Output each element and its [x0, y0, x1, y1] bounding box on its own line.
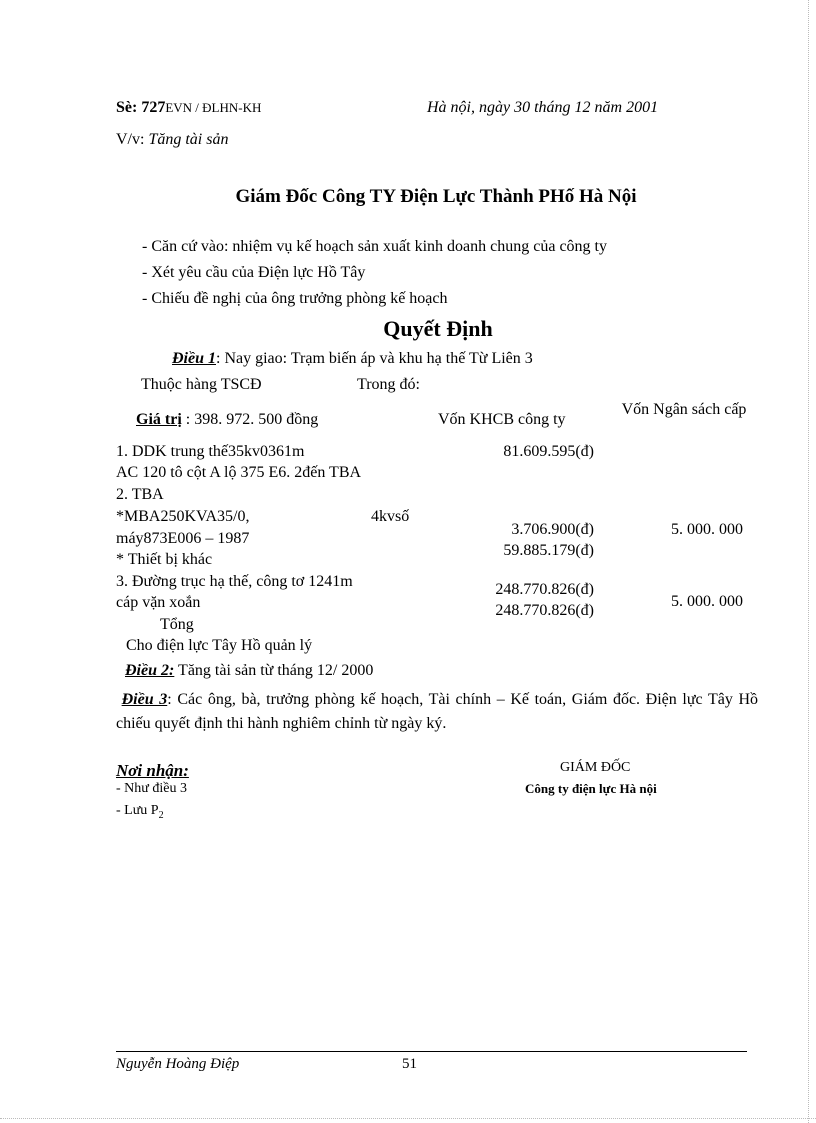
management-note: Cho điện lực Tây Hồ quản lý — [126, 637, 313, 654]
breakdown-label: Trong đó: — [357, 376, 420, 393]
total-value-label: Giá trị — [136, 411, 182, 428]
signature-title: GIÁM ĐỐC — [560, 760, 631, 775]
basis-line-1: - Căn cứ vào: nhiệm vụ kế hoạch sản xuất kinh doanh chung của công ty — [142, 238, 607, 255]
article-1 — [172, 350, 533, 368]
issuer-heading: Giám Đốc Công TY Điện Lực Thành PHố Hà Nội — [235, 186, 637, 207]
subject-label: V/v: — [116, 131, 145, 148]
basis-line-3: - Chiếu đề nghị của ông trưởng phòng kế hoạch — [142, 290, 448, 307]
recipient-item-1: - Như điều 3 — [116, 781, 187, 796]
recipient-item-2-text: - Lưu P — [116, 803, 159, 818]
document-number — [116, 99, 261, 117]
item-3-budget-value: 5. 000. 000 — [671, 593, 743, 610]
article-3-label: Điều 3 — [121, 691, 168, 708]
recipients-label-text: Nơi nhận: — [116, 761, 189, 780]
total-khcb-value: 248.770.826(đ) — [495, 602, 594, 619]
subject-text: Tăng tài sản — [148, 131, 229, 148]
footer-author: Nguyễn Hoàng Điệp — [116, 1056, 240, 1072]
asset-category: Thuộc hàng TSCĐ — [141, 376, 262, 393]
article-2-label: Điều 2: — [125, 662, 175, 679]
item-1-line-1: 1. DDK trung thế35kv0361m — [116, 443, 305, 460]
decision-title: Quyết Định — [383, 316, 493, 341]
document-code: EVN / ĐLHN-KH — [165, 100, 262, 115]
column-budget-header: Vốn Ngân sách cấp — [621, 401, 747, 418]
item-2-line-3: máy873E006 – 1987 — [116, 530, 250, 547]
item-2-khcb-value: 3.706.900(đ) — [511, 521, 594, 538]
item-2-line-2-left: *MBA250KVA35/0, — [116, 508, 250, 525]
article-2-text: Tăng tài sản từ tháng 12/ 2000 — [174, 662, 374, 679]
basis-line-2: - Xét yêu cầu của Điện lực Hồ Tây — [142, 264, 366, 281]
item-2-budget-value: 5. 000. 000 — [671, 521, 743, 538]
document-number-label: Sè: 727 — [116, 99, 166, 116]
article-1-text: : Nay giao: Trạm biến áp và khu hạ thế Từ Liên 3 — [216, 350, 533, 367]
page-frame-bottom — [0, 1118, 816, 1119]
item-1-line-2: AC 120 tô cột A lộ 375 E6. 2đến TBA — [116, 464, 362, 481]
page-number: 51 — [402, 1056, 417, 1072]
recipient-item-2-subscript: 2 — [158, 809, 164, 821]
item-3-line-1: 3. Đường trục hạ thế, công tơ 1241m — [116, 573, 353, 590]
item-2-line-4: * Thiết bị khác — [116, 551, 213, 568]
recipient-item-2 — [116, 803, 164, 821]
total-value-amount: : 398. 972. 500 đồng — [181, 411, 319, 428]
article-3-text: : Các ông, bà, trưởng phòng kế hoạch, Tài chính – Kế toán, Giám đốc. Điện lực Tây Hồ chiếu quyết định thi hành nghiêm chỉnh từ ngày ký. — [116, 691, 758, 732]
article-2 — [125, 662, 373, 680]
article-3 — [116, 688, 758, 736]
item-1-khcb-value: 81.609.595(đ) — [503, 443, 594, 460]
signature-organization: Công ty điện lực Hà nội — [525, 781, 657, 796]
item-3-line-2: cáp vặn xoắn — [116, 594, 201, 611]
other-equipment-khcb-value: 59.885.179(đ) — [503, 542, 594, 559]
document-date: Hà nội, ngày 30 tháng 12 năm 2001 — [427, 99, 659, 116]
column-khcb-header: Vốn KHCB công ty — [438, 411, 566, 428]
item-3-khcb-value: 248.770.826(đ) — [495, 581, 594, 598]
document-subject — [116, 131, 228, 149]
page-frame-right — [808, 0, 809, 1123]
total-value — [136, 411, 318, 429]
article-1-label: Điều 1 — [172, 350, 216, 367]
item-2-line-1: 2. TBA — [116, 486, 164, 503]
item-2-line-2-right: 4kvsố — [371, 508, 410, 525]
recipients-label — [116, 761, 189, 781]
footer-rule — [116, 1051, 747, 1052]
total-label: Tổng — [160, 616, 194, 633]
